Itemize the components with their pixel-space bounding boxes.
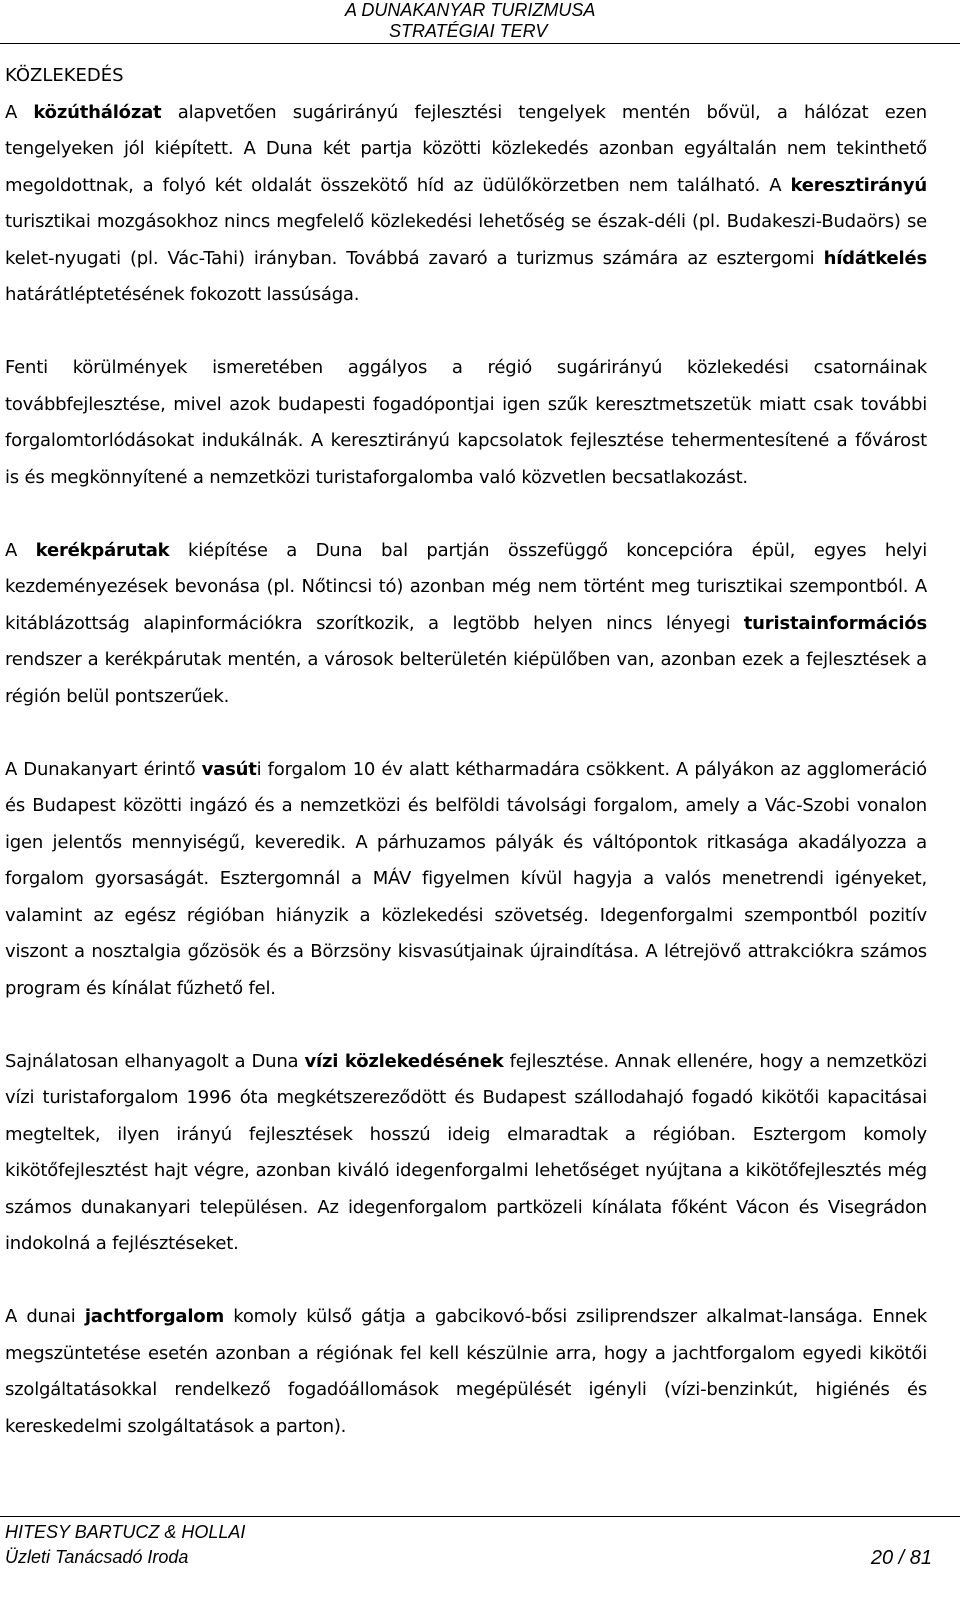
page-footer bbox=[0, 1516, 960, 1616]
footer-office: Üzleti Tanácsadó Iroda bbox=[5, 1547, 189, 1567]
paragraph-yacht-traffic bbox=[5, 1299, 927, 1445]
paragraph-railway bbox=[5, 752, 927, 1008]
text: A Dunakanyart érintő bbox=[5, 758, 202, 780]
text: kiépítése a Duna bal partján összefüggő koncepcióra épül, egyes helyi kezdeményezések bevonása (pl. Nőtincsi tó) azonban még nem történt meg turisztikai szempontból. A kitáblázottság alapinformációkra szorítkozik, a legtöbb helyen nincs lényegi bbox=[5, 539, 927, 634]
text: alapvetően sugárirányú fejlesztési tengelyek mentén bővül, a hálózat ezen tengelyeken jól kiépített. A Duna két partja közötti közlekedés azonban egyáltalán nem tekinthető megoldottnak, a folyó két oldalát összekötő híd az üdülőkörzetben nem található. A bbox=[5, 101, 927, 196]
footer-rule bbox=[0, 1516, 960, 1517]
bold-term: vízi közlekedésének bbox=[304, 1050, 504, 1072]
paragraph-circumstances: Fenti körülmények ismeretében aggályos a régió sugárirányú közlekedési csatornáinak továbbfejlesztése, mivel azok budapesti fogadópontjai igen szűk keresztmetszetük miatt csak további forgalomtorlódásokat indukálnák. A keresztirányú kapcsolatok fejlesztése tehermentesítené a fővárost is és megkönnyítené a nemzetközi turistaforgalomba való közvetlen becsatlakozást. bbox=[5, 357, 927, 488]
text: határátléptetésének fokozott lassúsága. bbox=[5, 284, 360, 305]
bold-term: vasút bbox=[201, 758, 257, 780]
text: turisztikai mozgásokhoz nincs megfelelő közlekedési lehetőség se észak-déli (pl. Budakeszi-Budaörs) se kelet-nyugati (pl. Vác-Tahi) irányban. Továbbá zavaró a turizmus számára az esztergomi bbox=[5, 211, 927, 269]
page-header bbox=[0, 0, 960, 44]
footer-company: HITESY BARTUCZ & HOLLAI bbox=[5, 1522, 246, 1542]
bold-term: közúthálózat bbox=[33, 101, 162, 123]
header-rule bbox=[0, 43, 960, 44]
bold-term: turistainformációs bbox=[743, 612, 927, 634]
paragraph-bike-paths bbox=[5, 533, 927, 716]
paragraph-water-transport bbox=[5, 1044, 927, 1263]
document-body bbox=[5, 58, 927, 1482]
paragraph-road-network bbox=[5, 95, 927, 314]
text: A bbox=[5, 539, 36, 561]
text: A bbox=[5, 101, 34, 123]
section-heading: KÖZLEKEDÉS bbox=[5, 65, 124, 86]
header-subtitle: STRATÉGIAI TERV bbox=[389, 21, 548, 41]
text: A dunai bbox=[5, 1306, 85, 1327]
bold-term: keresztirányú bbox=[790, 174, 927, 196]
bold-term: jachtforgalom bbox=[84, 1306, 225, 1327]
header-title: A DUNAKANYAR TURIZMUSA bbox=[345, 0, 596, 20]
bold-term: hídátkelés bbox=[823, 247, 927, 269]
text: Sajnálatosan elhanyagolt a Duna bbox=[5, 1050, 305, 1072]
page-number: 20 / 81 bbox=[870, 1547, 932, 1569]
text: fejlesztése. Annak ellenére, hogy a nemzetközi vízi turistaforgalom 1996 óta megkétszereződött és Budapest szállodahajó fogadó kikötői kapacitásai megteltek, ilyen irányú fejlesztések hosszú ideig elmaradtak a régióban. Esztergom komoly kikötőfejlesztést hajt végre, azonban kiváló idegenforgalmi lehetőséget nyújtana a kikötőfejlesztés még számos dunakanyari településen. Az idegenforgalom partközeli kínálata főként Vácon és Visegrádon indokolná a fejlésztéseket. bbox=[5, 1050, 928, 1254]
bold-term: kerékpárutak bbox=[35, 539, 170, 561]
text: komoly külső gátja a gabcikovó-bősi zsiliprendszer alkalmat-lansága. Ennek megszüntetése esetén azonban a régiónak fel kell készülnie arra, hogy a jachtforgalom egyedi kikötői szolgáltatásokkal rendelkező fogadóállomások megépülését igényli (vízi-benzinkút, higiénés és kereskedelmi szolgáltatások a parton). bbox=[5, 1306, 927, 1437]
text: i forgalom 10 év alatt kétharmadára csökkent. A pályákon az agglomeráció és Budapest közötti ingázó és a nemzetközi és belföldi távolsági forgalom, amely a Vác-Szobi vonalon igen jelentős mennyiségű, keveredik. A párhuzamos pályák és váltópontok ritkasága akadályozza a forgalom gyorsaságát. Esztergomnál a MÁV figyelmen kívül hagyja a valós menetrendi igényeket, valamint az egész régióban hiányzik a közlekedési szövetség. Idegenforgalmi szempontból pozitív viszont a nosztalgia gőzösök és a Börzsöny kisvasútjainak újraindítása. A létrejövő attrakciókra számos program és kínálat fűzhető fel. bbox=[5, 758, 927, 999]
text: rendszer a kerékpárutak mentén, a városok belterületén kiépülőben van, azonban ezek a fejlesztések a régión belül pontszerűek. bbox=[5, 649, 927, 707]
